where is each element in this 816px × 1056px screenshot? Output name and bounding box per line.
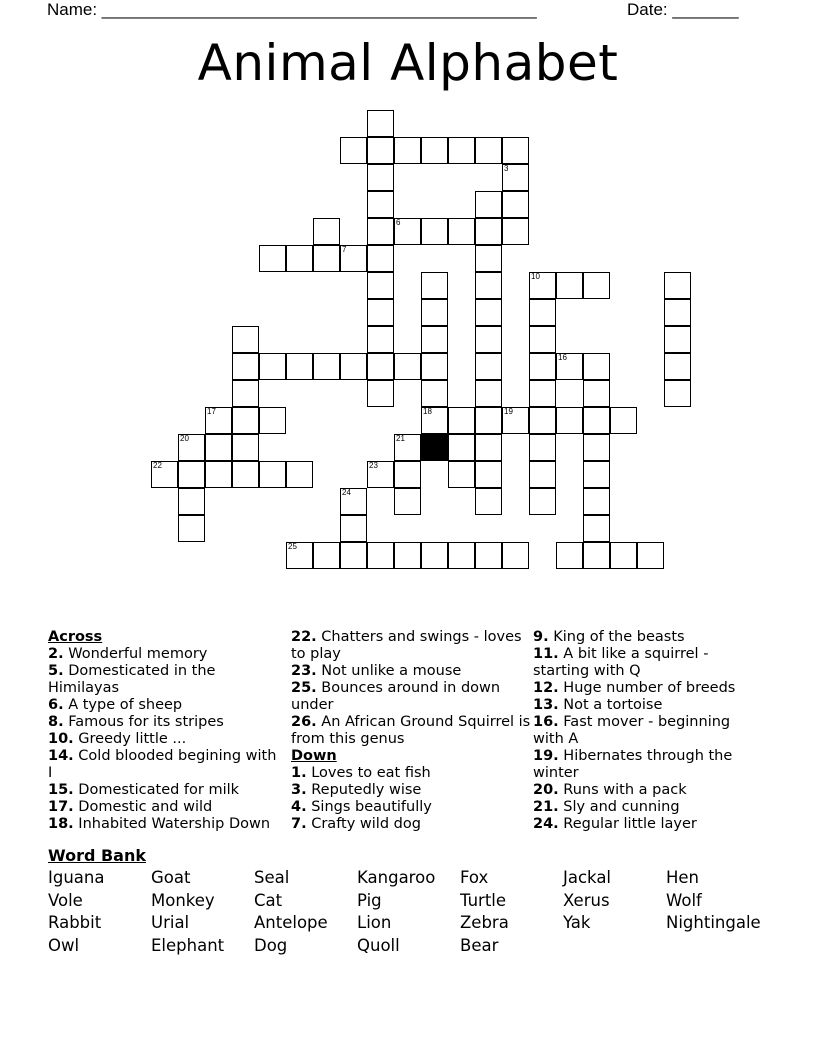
crossword-cell[interactable] [421,299,448,326]
clue-number: 19 [504,407,513,416]
crossword-cell[interactable] [232,353,259,380]
across-clue [48,663,283,697]
word-bank-item: Fox [460,868,489,887]
crossword-cell[interactable] [313,353,340,380]
clues-column-2 [291,629,531,833]
crossword-cell[interactable] [448,542,475,569]
crossword-cell[interactable] [367,218,394,245]
crossword-cell[interactable] [448,461,475,488]
word-bank-item: Pig [357,890,382,910]
crossword-cell[interactable] [232,326,259,353]
crossword-cell[interactable] [421,326,448,353]
clue-text: Not unlike a mouse [321,663,462,679]
crossword-cell[interactable] [556,407,583,434]
clue-text: Cold blooded begining with I [48,748,277,781]
crossword-cell[interactable] [421,137,448,164]
word-bank-item: Rabbit [48,913,102,932]
crossword-cell[interactable] [583,542,610,569]
crossword-cell[interactable] [205,407,232,434]
clue-number-label: 14. [48,748,74,764]
word-bank-item: Monkey [151,890,215,910]
across-clue [48,782,283,799]
crossword-cell[interactable] [448,218,475,245]
word-bank-item: Jackal [563,868,612,887]
down-clue [533,816,758,833]
clue-text: Domestic and wild [78,799,213,815]
clue-number-label: 10. [48,731,74,747]
clue-number-label: 12. [533,680,559,696]
clue-text: Loves to eat fish [311,765,431,781]
across-clue [291,714,531,748]
clue-number-label: 22. [291,629,317,645]
clue-text: Wonderful memory [68,646,208,662]
clue-number: 21 [396,434,405,443]
crossword-cell[interactable] [367,353,394,380]
crossword-cell[interactable] [421,380,448,407]
crossword-cell[interactable] [259,407,286,434]
clue-number-label: 5. [48,663,64,679]
clue-number: 20 [180,434,189,443]
word-bank-item: Goat [151,868,191,887]
crossword-cell[interactable] [340,245,367,272]
crossword-cell[interactable] [475,461,502,488]
across-clue-list-continued [291,629,531,748]
crossword-cell[interactable] [232,407,259,434]
down-clue [533,782,758,799]
crossword-cell[interactable] [421,353,448,380]
crossword-cell[interactable] [610,542,637,569]
word-bank-item: Antelope [254,913,328,932]
clue-number-label: 6. [48,697,64,713]
word-bank [48,867,788,957]
crossword-cell[interactable] [529,380,556,407]
crossword-cell[interactable] [259,353,286,380]
clue-number-label: 24. [533,816,559,832]
crossword-cell[interactable] [232,461,259,488]
clue-text: Sings beautifully [311,799,432,815]
clue-text: Domesticated for milk [78,782,240,798]
page-title: Animal Alphabet [197,34,619,92]
across-clue [48,748,283,782]
crossword-cell[interactable] [475,434,502,461]
crossword-cell[interactable] [529,353,556,380]
clue-number-label: 16. [533,714,559,730]
crossword-cell[interactable] [529,434,556,461]
crossword-cell[interactable] [556,272,583,299]
across-clue [48,799,283,816]
word-bank-item: Bear [460,935,499,955]
clue-text: Regular little layer [563,816,697,832]
word-bank-item: Urial [151,913,190,932]
crossword-cell[interactable] [421,272,448,299]
down-clue-list-continued [533,629,758,833]
clue-text: A type of sheep [68,697,183,713]
word-bank-item: Yak [563,913,591,932]
crossword-cell[interactable] [286,542,313,569]
crossword-cell[interactable] [367,164,394,191]
word-bank-title: Word Bank [48,846,147,865]
crossword-cell[interactable] [475,272,502,299]
crossword-cell[interactable] [664,272,691,299]
across-clue [291,663,531,680]
crossword-cell[interactable] [367,299,394,326]
crossword-cell[interactable] [232,380,259,407]
crossword-cell[interactable] [340,137,367,164]
crossword-cell[interactable] [583,461,610,488]
word-bank-item: Owl [48,935,80,955]
crossword-cell[interactable] [394,137,421,164]
clue-number-label: 21. [533,799,559,815]
crossword-cell[interactable] [475,488,502,515]
crossword-cell[interactable] [664,326,691,353]
word-bank-item: Quoll [357,935,400,955]
clue-number: 17 [207,407,216,416]
clue-number-label: 25. [291,680,317,696]
word-bank-item: Zebra [460,913,509,932]
crossword-cell[interactable] [556,542,583,569]
word-bank-item: Cat [254,890,283,910]
name-field: Name: ______________________________________________ [47,0,537,19]
clue-number-label: 23. [291,663,317,679]
clue-number-label: 19. [533,748,559,764]
clue-number: 25 [288,542,297,551]
crossword-cell[interactable] [259,245,286,272]
crossword-block [421,434,448,461]
crossword-cell[interactable] [448,407,475,434]
clue-number: 23 [369,461,378,470]
clue-text: Reputedly wise [311,782,422,798]
crossword-cell[interactable] [259,461,286,488]
crossword-cell[interactable] [529,299,556,326]
crossword-cell[interactable] [286,353,313,380]
down-clue [533,629,758,646]
crossword-cell[interactable] [367,272,394,299]
clue-text: Crafty wild dog [311,816,421,832]
crossword-cell[interactable] [340,488,367,515]
crossword-cell[interactable] [583,515,610,542]
clues-column-1 [48,629,283,833]
crossword-cell[interactable] [583,434,610,461]
clue-text: Hibernates through the winter [533,748,733,781]
clue-number-label: 8. [48,714,64,730]
clue-number-label: 13. [533,697,559,713]
word-bank-item: Iguana [48,868,105,887]
crossword-cell[interactable] [151,461,178,488]
crossword-cell[interactable] [286,461,313,488]
crossword-cell[interactable] [475,353,502,380]
down-clue [291,765,531,782]
down-heading: Down [291,748,337,764]
crossword-cell[interactable] [637,542,664,569]
crossword-cell[interactable] [475,407,502,434]
clue-number: 22 [153,461,162,470]
clue-number-label: 11. [533,646,559,662]
crossword-cell[interactable] [583,353,610,380]
word-bank-item: Wolf [666,890,702,910]
crossword-cell[interactable] [178,434,205,461]
crossword-cell[interactable] [367,326,394,353]
clue-number: 10 [531,272,540,281]
clue-number: 16 [558,353,567,362]
across-clue [48,714,283,731]
crossword-cell[interactable] [475,380,502,407]
clue-number-label: 7. [291,816,307,832]
word-bank-item: Elephant [151,935,225,955]
clue-number: 3 [504,164,509,173]
across-clue [48,816,283,833]
crossword-cell[interactable] [394,488,421,515]
clue-number-label: 18. [48,816,74,832]
crossword-cell[interactable] [205,434,232,461]
down-clue [291,816,531,833]
clue-number-label: 2. [48,646,64,662]
crossword-cell[interactable] [313,245,340,272]
crossword-cell[interactable] [475,191,502,218]
crossword-cell[interactable] [475,326,502,353]
crossword-cell[interactable] [367,542,394,569]
word-bank-item: Kangaroo [357,868,436,887]
word-bank-item: Seal [254,868,290,887]
crossword-cell[interactable] [340,542,367,569]
clue-text: King of the beasts [553,629,685,645]
crossword-cell[interactable] [313,542,340,569]
crossword-cell[interactable] [583,407,610,434]
word-bank-item: Nightingale [666,913,761,932]
clue-number-label: 4. [291,799,307,815]
clue-text: Fast mover - beginning with A [533,714,731,747]
clue-text: Bounces around in down under [291,680,501,713]
clue-number-label: 9. [533,629,549,645]
across-clue-list [48,646,283,833]
crossword-cell[interactable] [178,488,205,515]
crossword-cell[interactable] [502,407,529,434]
across-clue [291,629,531,663]
crossword-cell[interactable] [529,272,556,299]
crossword-cell[interactable] [448,434,475,461]
crossword-cell[interactable] [502,218,529,245]
clue-text: Chatters and swings - loves to play [291,629,522,662]
clue-number-label: 15. [48,782,74,798]
crossword-cell[interactable] [394,218,421,245]
clue-text: A bit like a squirrel - starting with Q [533,646,709,679]
down-clue [291,782,531,799]
crossword-cell[interactable] [502,164,529,191]
across-clue [48,731,283,748]
word-bank-item: Dog [254,935,288,955]
crossword-cell[interactable] [313,218,340,245]
down-clue [533,697,758,714]
crossword-cell[interactable] [178,461,205,488]
crossword-cell[interactable] [178,515,205,542]
clue-number: 24 [342,488,351,497]
down-clue [291,799,531,816]
crossword-cell[interactable] [664,353,691,380]
crossword-cell[interactable] [394,434,421,461]
clue-text: Sly and cunning [563,799,680,815]
clue-text: Not a tortoise [563,697,663,713]
crossword-cell[interactable] [205,461,232,488]
crossword-cell[interactable] [232,434,259,461]
crossword-cell[interactable] [475,299,502,326]
across-clue [291,680,531,714]
down-clue [533,799,758,816]
crossword-cell[interactable] [502,137,529,164]
clue-text: An African Ground Squirrel is from this genus [291,714,531,747]
crossword-cell[interactable] [475,137,502,164]
clue-number-label: 3. [291,782,307,798]
crossword-cell[interactable] [475,542,502,569]
crossword-cell[interactable] [664,380,691,407]
crossword-cell[interactable] [502,542,529,569]
clue-number-label: 20. [533,782,559,798]
down-clue [533,748,758,782]
crossword-cell[interactable] [529,407,556,434]
crossword-cell[interactable] [367,245,394,272]
clue-text: Greedy little ... [78,731,187,747]
across-clue [48,646,283,663]
crossword-cell[interactable] [394,542,421,569]
crossword-cell[interactable] [421,542,448,569]
crossword-cell[interactable] [583,380,610,407]
clue-number-label: 17. [48,799,74,815]
crossword-cell[interactable] [664,299,691,326]
word-bank-item: Lion [357,913,392,932]
crossword-cell[interactable] [529,461,556,488]
clue-text: Famous for its stripes [68,714,224,730]
down-clue-list [291,765,531,833]
crossword-cell[interactable] [421,407,448,434]
clue-text: Runs with a pack [563,782,687,798]
crossword-cell[interactable] [475,245,502,272]
word-bank-item: Hen [666,868,700,887]
crossword-cell[interactable] [583,272,610,299]
clue-text: Inhabited Watership Down [78,816,271,832]
clue-number-label: 1. [291,765,307,781]
crossword-cell[interactable] [367,461,394,488]
clue-number: 7 [342,245,347,254]
clue-text: Huge number of breeds [563,680,736,696]
crossword-cell[interactable] [529,488,556,515]
crossword-cell[interactable] [448,137,475,164]
crossword-cell[interactable] [394,353,421,380]
across-clue [48,697,283,714]
crossword-cell[interactable] [529,326,556,353]
crossword-cell[interactable] [394,461,421,488]
date-field: Date: _______ [627,0,739,19]
word-bank-item: Xerus [563,890,610,910]
across-heading: Across [48,629,103,645]
down-clue [533,714,758,748]
word-bank-item: Vole [48,890,83,910]
clues-column-3 [533,629,758,833]
crossword-cell[interactable] [610,407,637,434]
crossword-cell[interactable] [475,218,502,245]
crossword-cell[interactable] [421,218,448,245]
crossword-cell[interactable] [367,191,394,218]
crossword-cell[interactable] [340,515,367,542]
crossword-cell[interactable] [367,110,394,137]
crossword-cell[interactable] [367,380,394,407]
crossword-cell[interactable] [286,245,313,272]
word-bank-item: Turtle [460,890,507,910]
crossword-cell[interactable] [583,488,610,515]
crossword-cell[interactable] [556,353,583,380]
down-clue [533,646,758,680]
clue-text: Domesticated in the Himilayas [48,663,216,696]
crossword-cell[interactable] [367,137,394,164]
clue-number: 6 [396,218,401,227]
down-clue [533,680,758,697]
clue-number: 18 [423,407,432,416]
crossword-cell[interactable] [340,353,367,380]
clue-number-label: 26. [291,714,317,730]
crossword-cell[interactable] [502,191,529,218]
